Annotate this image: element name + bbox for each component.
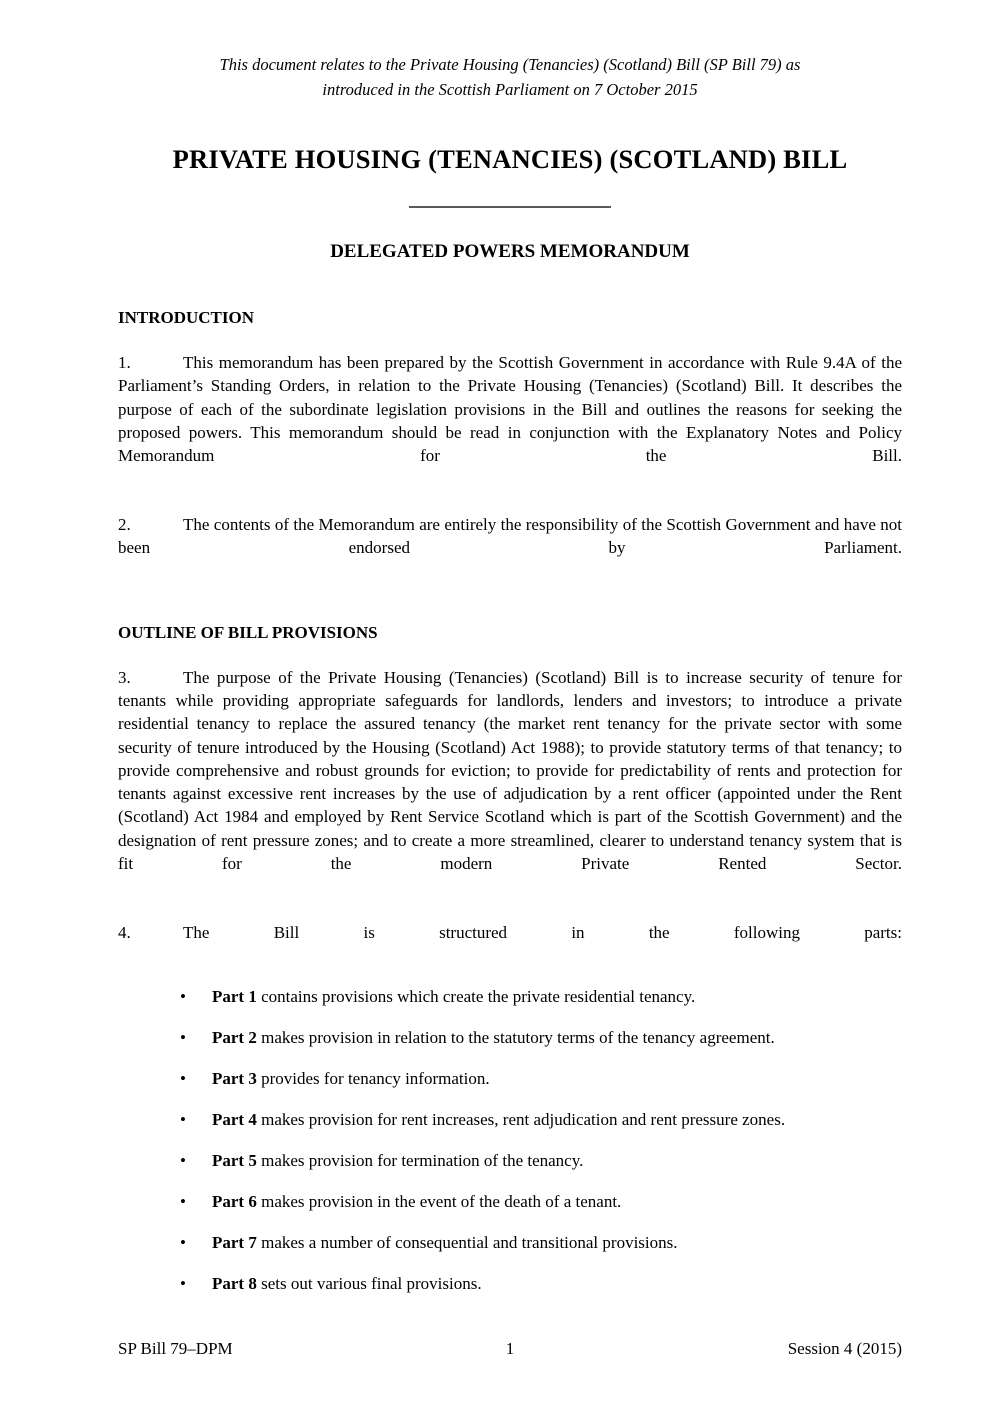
document-content — [118, 0, 902, 1295]
list-item — [118, 1231, 902, 1254]
bullet-icon: • — [180, 1151, 186, 1171]
part-description: makes provision in relation to the statutory terms of the tenancy agreement. — [256, 1028, 775, 1048]
list-item — [118, 1108, 902, 1131]
paragraph-2 — [118, 513, 902, 583]
footer-bill-reference: SP Bill 79–DPM — [118, 1339, 233, 1358]
list-item — [118, 1067, 902, 1090]
part-label: Part 5 — [212, 1151, 257, 1171]
running-header-line-1: This document relates to the Private Housing (Tenancies) (Scotland) Bill (SP Bill 79) as — [219, 55, 801, 74]
bullet-icon: • — [180, 1233, 186, 1253]
list-item — [118, 1149, 902, 1172]
bullet-icon: • — [180, 1110, 186, 1130]
part-label: Part 7 — [212, 1233, 257, 1253]
bullet-icon: • — [180, 1028, 186, 1048]
document-title: PRIVATE HOUSING (TENANCIES) (SCOTLAND) BILL — [172, 144, 848, 174]
bullet-icon: • — [180, 1274, 186, 1294]
part-description: sets out various final provisions. — [256, 1274, 482, 1294]
list-item — [118, 985, 902, 1008]
paragraph-4 — [118, 921, 902, 968]
running-header — [145, 0, 875, 102]
paragraph-4-text: The Bill is structured in the following parts: — [183, 922, 902, 942]
title-divider — [118, 206, 902, 208]
running-header-line-2: introduced in the Scottish Parliament on 7 October 2015 — [322, 80, 698, 99]
paragraph-3 — [118, 666, 902, 899]
part-label: Part 6 — [212, 1192, 257, 1212]
document-subtitle: DELEGATED POWERS MEMORANDUM — [330, 241, 690, 262]
footer-session: Session 4 (2015) — [787, 1339, 902, 1358]
paragraph-4-number: 4. — [118, 922, 131, 942]
part-label: Part 1 — [212, 987, 257, 1007]
paragraph-2-number: 2. — [118, 514, 131, 534]
divider-rule — [409, 206, 611, 208]
part-description: contains provisions which create the private residential tenancy. — [256, 987, 696, 1007]
part-label: Part 8 — [212, 1274, 257, 1294]
footer-page-number: 1 — [505, 1339, 515, 1358]
part-description: makes provision for rent increases, rent adjudication and rent pressure zones. — [256, 1110, 786, 1130]
paragraph-1 — [118, 351, 902, 491]
part-description: makes a number of consequential and transitional provisions. — [256, 1233, 678, 1253]
paragraph-3-number: 3. — [118, 667, 131, 687]
bill-parts-list — [118, 985, 902, 1295]
part-description: provides for tenancy information. — [256, 1069, 490, 1089]
bullet-icon: • — [180, 987, 186, 1007]
paragraph-3-text: The purpose of the Private Housing (Tenancies) (Scotland) Bill is to increase security of tenure for tenants while providing appropriate safeguards for landlords, lenders and investors; to introduce a private residential tenancy to replace the assured tenancy (the market rent tenancy for the private sector with some security of tenure introduced by the Housing (Scotland) Act 1988); to provide statutory terms of that tenancy; to provide comprehensive and robust grounds for eviction; to provide for predictability of rents and protection for tenants against excessive rent increases by the use of adjudication by a rent officer (appointed under the Rent (Scotland) Act 1984 and employed by Rent Service Scotland which is part of the Scottish Government) and the designation of rent pressure zones; and to create a more streamlined, clearer to understand tenancy system that is fit for the modern Private Rented Sector. — [118, 667, 902, 874]
part-description: makes provision in the event of the death of a tenant. — [256, 1192, 622, 1212]
paragraph-1-number: 1. — [118, 353, 131, 372]
page-footer — [118, 1338, 902, 1360]
part-label: Part 3 — [212, 1069, 257, 1089]
paragraph-1-text: This memorandum has been prepared by the Scottish Government in accordance with Rule 9.4A of the Parliament’s Standing Orders, in relation to the Private Housing (Tenancies) (Scotland) Bill. It describes the purpose of each of the subordinate legislation provisions in the Bill and outlines the reasons for seeking the proposed powers. This memorandum should be read in conjunction with the Explanatory Notes and Policy Memorandum for the Bill. — [118, 353, 902, 466]
bullet-icon: • — [180, 1192, 186, 1212]
part-label: Part 2 — [212, 1028, 257, 1048]
paragraph-2-text: The contents of the Memorandum are entirely the responsibility of the Scottish Government and have not been endorsed by Parliament. — [118, 514, 902, 558]
list-item — [118, 1190, 902, 1213]
heading-outline-of-bill-provisions: OUTLINE OF BILL PROVISIONS — [118, 622, 378, 642]
heading-introduction: INTRODUCTION — [118, 308, 255, 327]
list-item — [118, 1272, 902, 1295]
part-description: makes provision for termination of the tenancy. — [256, 1151, 584, 1171]
bullet-icon: • — [180, 1069, 186, 1089]
part-label: Part 4 — [212, 1110, 257, 1130]
list-item — [118, 1026, 902, 1049]
